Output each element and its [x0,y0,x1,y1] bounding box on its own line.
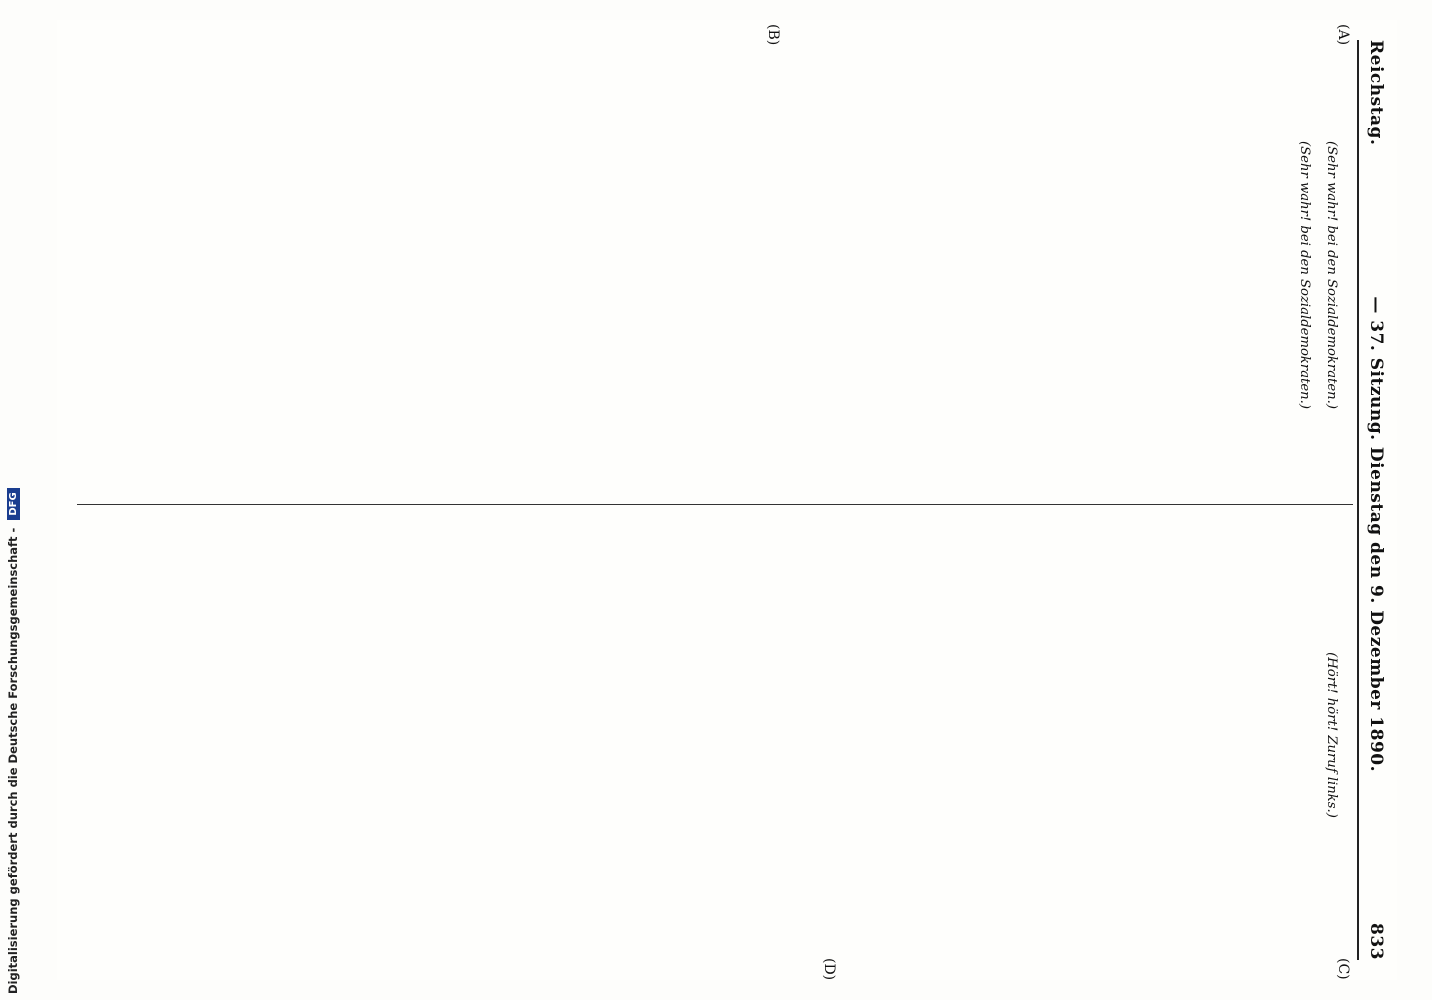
header-session-date: — 37. Sitzung. Dienstag den 9. Dezember 1890. [1366,296,1386,773]
digitisation-notice-text [6,488,20,994]
header-publication: Reichstag. [1366,40,1386,146]
digitisation-notice [6,0,26,1000]
column-marker-b: (B) [765,24,781,46]
column-marker-a: (A) [1335,24,1351,46]
left-interjection-1: (Sehr wahr! bei den Sozialdemokraten.) [1324,141,1339,409]
digitisation-notice-label: Digitalisierung gefördert durch die Deutsche Forschungsgemeinschaft - [6,527,20,994]
right-text-column [77,520,1349,950]
newspaper-page [57,20,1397,980]
page-header [1363,40,1389,960]
column-divider [77,504,1353,505]
dfg-logo-icon: DFG [7,488,20,519]
right-interjection-1: (Hört! hört! Zuruf links.) [1324,652,1339,818]
column-marker-d: (D) [821,958,837,981]
header-page-number: 833 [1366,923,1386,960]
left-interjection-2: (Sehr wahr! bei den Sozialdemokraten.) [1296,141,1312,409]
column-marker-c: (C) [1335,958,1351,980]
left-text-column [77,60,1349,490]
header-rule [1357,40,1359,960]
